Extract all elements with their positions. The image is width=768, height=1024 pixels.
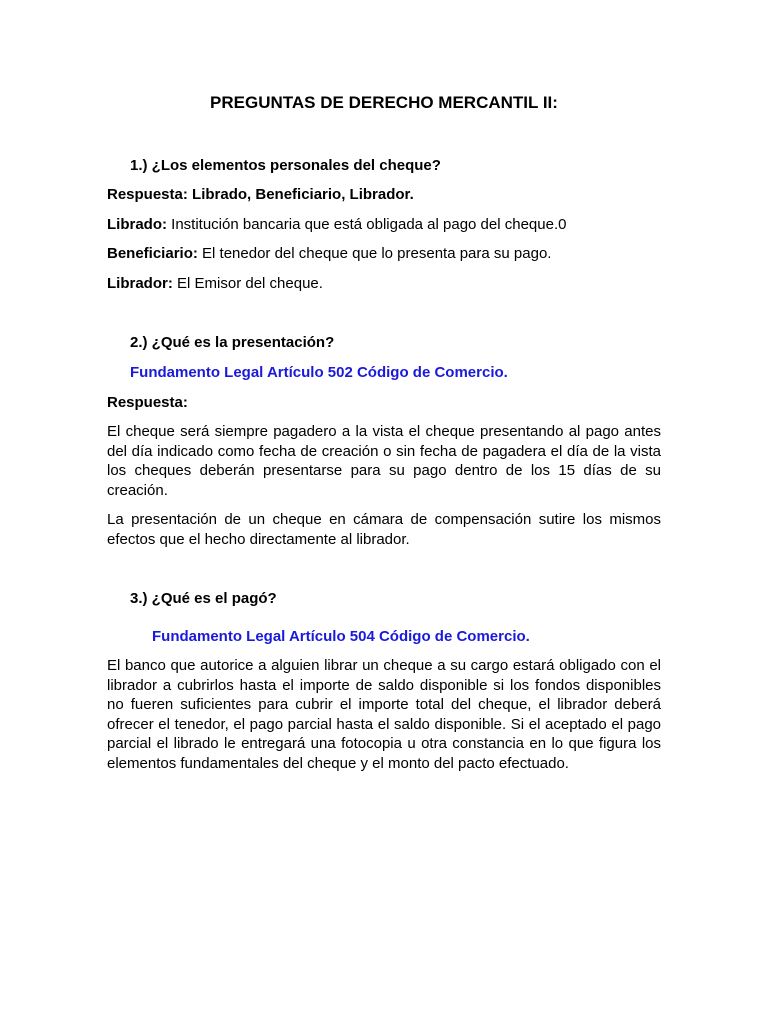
q1-item-librador bbox=[107, 274, 323, 294]
q1-item-term: Librado: bbox=[107, 216, 167, 233]
q1-item-term: Beneficiario: bbox=[107, 245, 198, 262]
q2-paragraph-1: El cheque será siempre pagadero a la vista el cheque presentando al pago antes del día indicado como fecha de creación o sin fecha de pagadera el día de la vista los cheques deberán presentarse para su pago dentro de los 15 días de su creación. bbox=[107, 423, 661, 499]
q3-legal-basis: Fundamento Legal Artículo 504 Código de Comercio. bbox=[152, 628, 530, 645]
q1-item-text: El tenedor del cheque que lo presenta para su pago. bbox=[197, 245, 552, 262]
document-title: PREGUNTAS DE DERECHO MERCANTIL II: bbox=[210, 93, 558, 112]
q2-paragraph-2: La presentación de un cheque en cámara de compensación sutire los mismos efectos que el hecho directamente al librador. bbox=[107, 511, 661, 548]
q1-item-beneficiario bbox=[107, 244, 551, 264]
q2-answer-label: Respuesta: bbox=[107, 394, 188, 411]
question-1: 1.) ¿Los elementos personales del cheque? bbox=[130, 157, 441, 174]
q1-item-text: El Emisor del cheque. bbox=[172, 275, 323, 292]
q1-item-term: Librador: bbox=[107, 275, 173, 292]
q1-item-text: Institución bancaria que está obligada al pago del cheque.0 bbox=[167, 216, 567, 233]
q1-item-librado bbox=[107, 215, 566, 235]
q3-paragraph: El banco que autorice a alguien librar un cheque a su cargo estará obligado con el librador a cubrirlos hasta el importe de saldo disponible si los fondos disponibles no fueren suficientes para cubrir el importe total del cheque, el librador deberá ofrecer el tenedor, el pago parcial hasta el saldo disponible. Si el aceptado el pago parcial el librado le entregará una fotocopia u otra constancia en lo que figura los elementos fundamentales del cheque y el monto del pacto efectuado. bbox=[107, 657, 661, 772]
q2-legal-basis: Fundamento Legal Artículo 502 Código de Comercio. bbox=[130, 364, 508, 381]
q1-answer: Respuesta: Librado, Beneficiario, Librador. bbox=[107, 186, 414, 203]
question-3: 3.) ¿Qué es el pagó? bbox=[130, 590, 277, 607]
question-2: 2.) ¿Qué es la presentación? bbox=[130, 334, 335, 351]
